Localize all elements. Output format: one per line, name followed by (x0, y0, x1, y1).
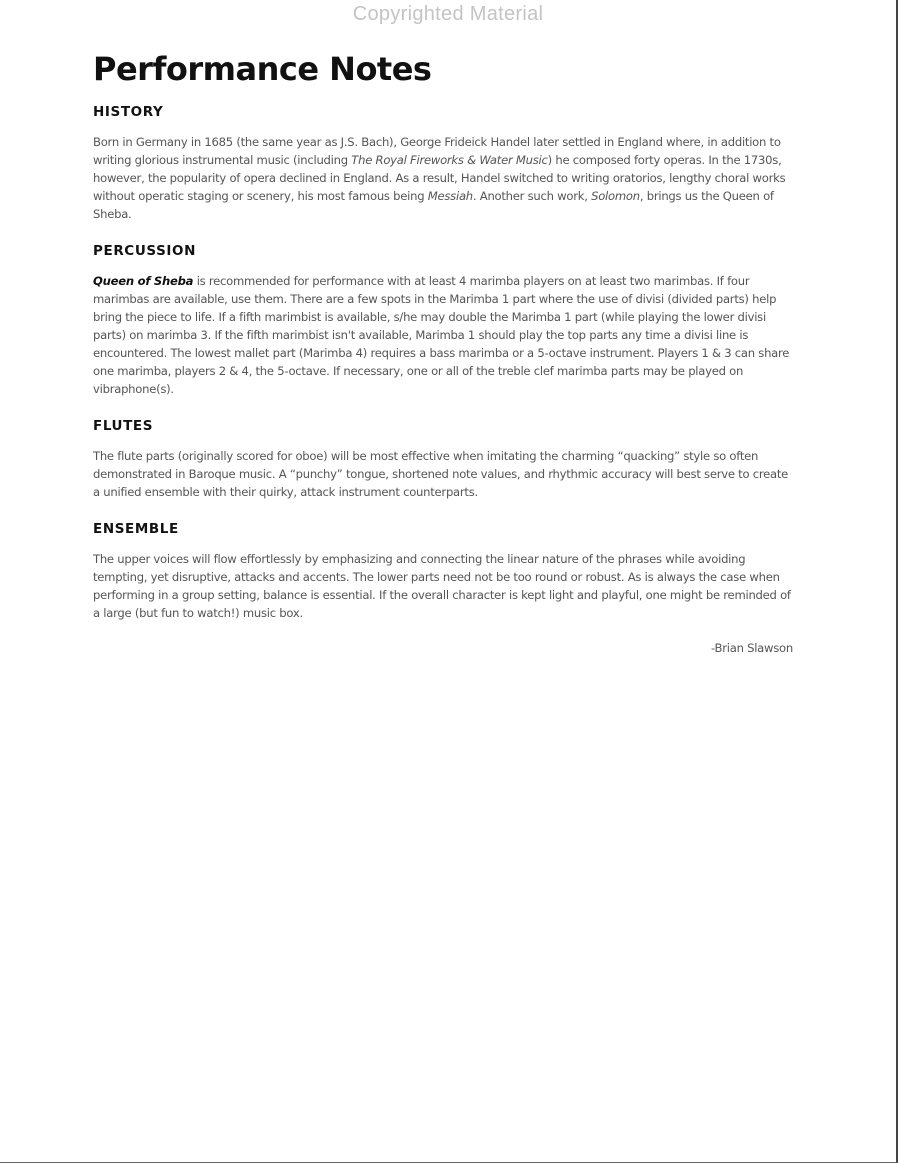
percussion-paragraph: Queen of Sheba is recommended for performance with at least 4 marimba players on at least two marimbas. If four marimbas are available, use them. There are a few spots in the Marimba 1 part where the use of divisi (divided parts) help bring the piece to life. If a fifth marimbist is available, s/he may double the Marimba 1 part (while playing the lower divisi parts) on marimba 3. If the fifth marimbist isn't available, Marimba 1 should play the top parts any time a divisi line is encountered. The lowest mallet part (Marimba 4) requires a bass marimba or a 5-octave instrument. Players 1 & 3 can share one marimba, players 2 & 4, the 5-octave. If necessary, one or all of the treble clef marimba parts may be played on vibraphone(s). (93, 274, 790, 396)
page-title: Performance Notes (93, 50, 432, 88)
section-ensemble (93, 520, 793, 622)
author-signature: -Brian Slawson (711, 641, 793, 655)
flutes-paragraph: The flute parts (originally scored for oboe) will be most effective when imitating the charming “quacking” style so often demonstrated in Baroque music. A “punchy” tongue, shortened note values, and rhythmic accuracy will best serve to create a unified ensemble with their quirky, attack instrument counterparts. (93, 449, 789, 499)
section-flutes (93, 417, 793, 501)
history-paragraph: Born in Germany in 1685 (the same year as J.S. Bach), George Frideick Handel later settled in England where, in addition to writing glorious instrumental music (including The Royal Fireworks & Water Music) he composed forty operas. In the 1730s, however, the popularity of opera declined in England. As a result, Handel switched to writing oratorios, lengthy choral works without operatic staging or scenery, his most famous being Messiah. Another such work, Solomon, brings us the Queen of Sheba. (93, 135, 786, 221)
work-title-royal-fireworks: The Royal Fireworks & Water Music (351, 153, 548, 167)
section-heading-flutes: FLUTES (93, 418, 154, 434)
section-percussion (93, 242, 793, 398)
section-heading-history: HISTORY (93, 104, 164, 120)
ensemble-paragraph: The upper voices will flow effortlessly by emphasizing and connecting the linear nature of the phrases while avoiding tempting, yet disruptive, attacks and accents. The lower parts need not be too round or robust. As is always the case when performing in a group setting, balance is essential. If the overall character is kept light and playful, one might be reminded of a large (but fun to watch!) music box. (93, 552, 791, 620)
document-content (93, 50, 793, 655)
work-title-messiah: Messiah (427, 189, 473, 203)
copyright-watermark: Copyrighted Material (352, 3, 544, 25)
work-title-solomon: Solomon (591, 189, 640, 203)
section-history (93, 103, 793, 223)
section-heading-ensemble: ENSEMBLE (93, 521, 179, 537)
section-heading-percussion: PERCUSSION (93, 243, 197, 259)
piece-title: Queen of Sheba (93, 274, 194, 288)
